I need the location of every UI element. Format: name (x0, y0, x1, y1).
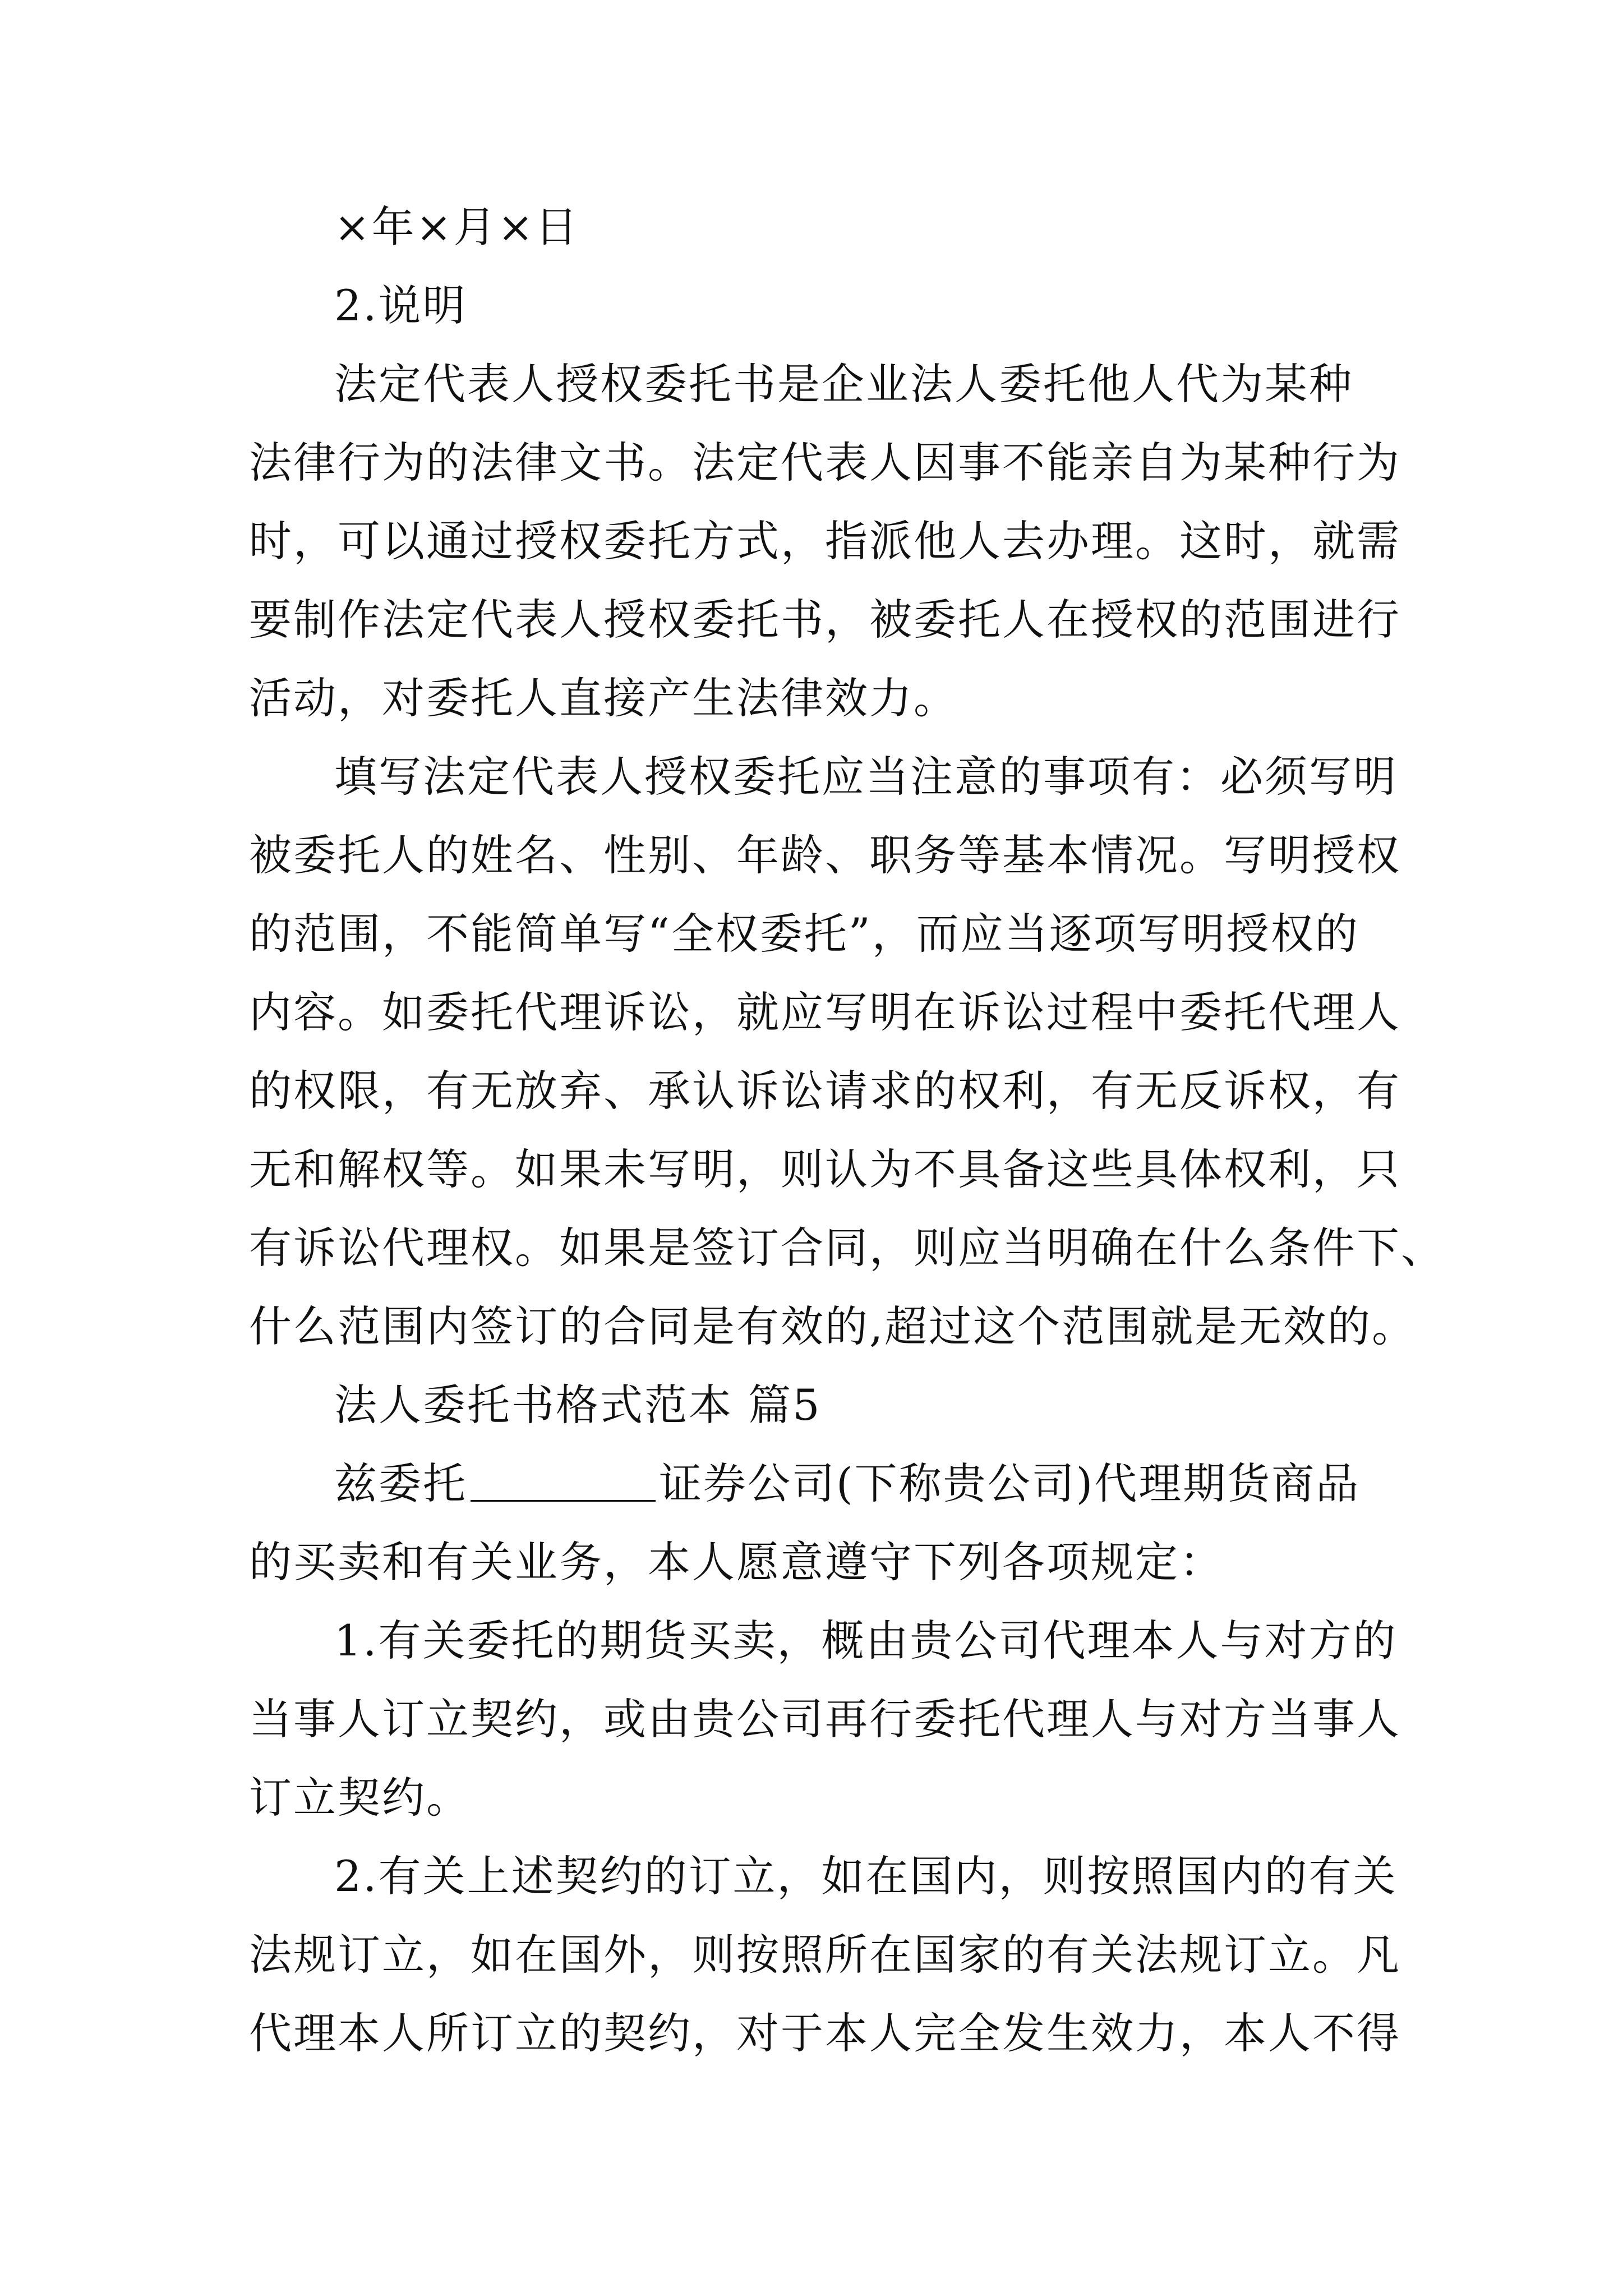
paragraph-1-line: 要制作法定代表人授权委托书，被委托人在授权的范围进行 (249, 595, 1401, 645)
paragraph-1-line: 法定代表人授权委托书是企业法人委托他人代为某种 (334, 359, 1353, 409)
item-1-line: 订立契约。 (249, 1773, 471, 1823)
paragraph-3-line: 的买卖和有关业务，本人愿意遵守下列各项规定： (249, 1537, 1224, 1587)
paragraph-3-prefix: 兹委托 (334, 1458, 467, 1508)
paragraph-2-line: 内容。如委托代理诉讼，就应写明在诉讼过程中委托代理人 (249, 987, 1401, 1037)
paragraph-1-line: 活动，对委托人直接产生法律效力。 (249, 673, 958, 723)
paragraph-3-first-line (249, 1444, 1376, 1523)
document-body (249, 188, 1445, 2073)
paragraph-1-line: 法律行为的法律文书。法定代表人因事不能亲自为某种行为 (249, 438, 1401, 487)
paragraph-2-line: 的权限，有无放弃、承认诉讼请求的权利，有无反诉权，有 (249, 1066, 1401, 1116)
paragraph-2-line: 有诉讼代理权。如果是签订合同，则应当明确在什么条件下、 (249, 1223, 1445, 1273)
paragraph-2-line: 被委托人的姓名、性别、年龄、职务等基本情况。写明授权 (249, 830, 1401, 880)
paragraph-2-line: 的范围，不能简单写“全权委托”，而应当逐项写明授权的 (249, 909, 1359, 959)
item-2-line: 法规订立，如在国外，则按照所在国家的有关法规订立。凡 (249, 1930, 1401, 1980)
paragraph-3-suffix: 证券公司(下称贵公司)代理期货商品 (659, 1458, 1361, 1508)
item-2-line: 代理本人所订立的契约，对于本人完全发生效力，本人不得 (249, 2008, 1401, 2058)
paragraph-2-line: 无和解权等。如果未写明，则认为不具备这些具体权利，只 (249, 1144, 1401, 1194)
paragraph-2-line: 什么范围内签订的合同是有效的,超过这个范围就是无效的。 (249, 1301, 1417, 1351)
item-1-line: 当事人订立契约，或由贵公司再行委托代理人与对方当事人 (249, 1694, 1401, 1744)
paragraph-2-line: 填写法定代表人授权委托应当注意的事项有：必须写明 (334, 752, 1398, 802)
paragraph-1-line: 时，可以通过授权委托方式，指派他人去办理。这时，就需 (249, 516, 1401, 566)
item-2-line: 2.有关上述契约的订立，如在国内，则按照国内的有关 (334, 1851, 1398, 1901)
date-line: ×年×月×日 (334, 202, 580, 252)
fill-in-blank (471, 1455, 656, 1502)
item-1-line: 1.有关委托的期货买卖，概由贵公司代理本人与对方的 (334, 1616, 1398, 1665)
section-label: 2.说明 (334, 280, 467, 330)
section-heading: 法人委托书格式范本 篇5 (334, 1380, 822, 1430)
